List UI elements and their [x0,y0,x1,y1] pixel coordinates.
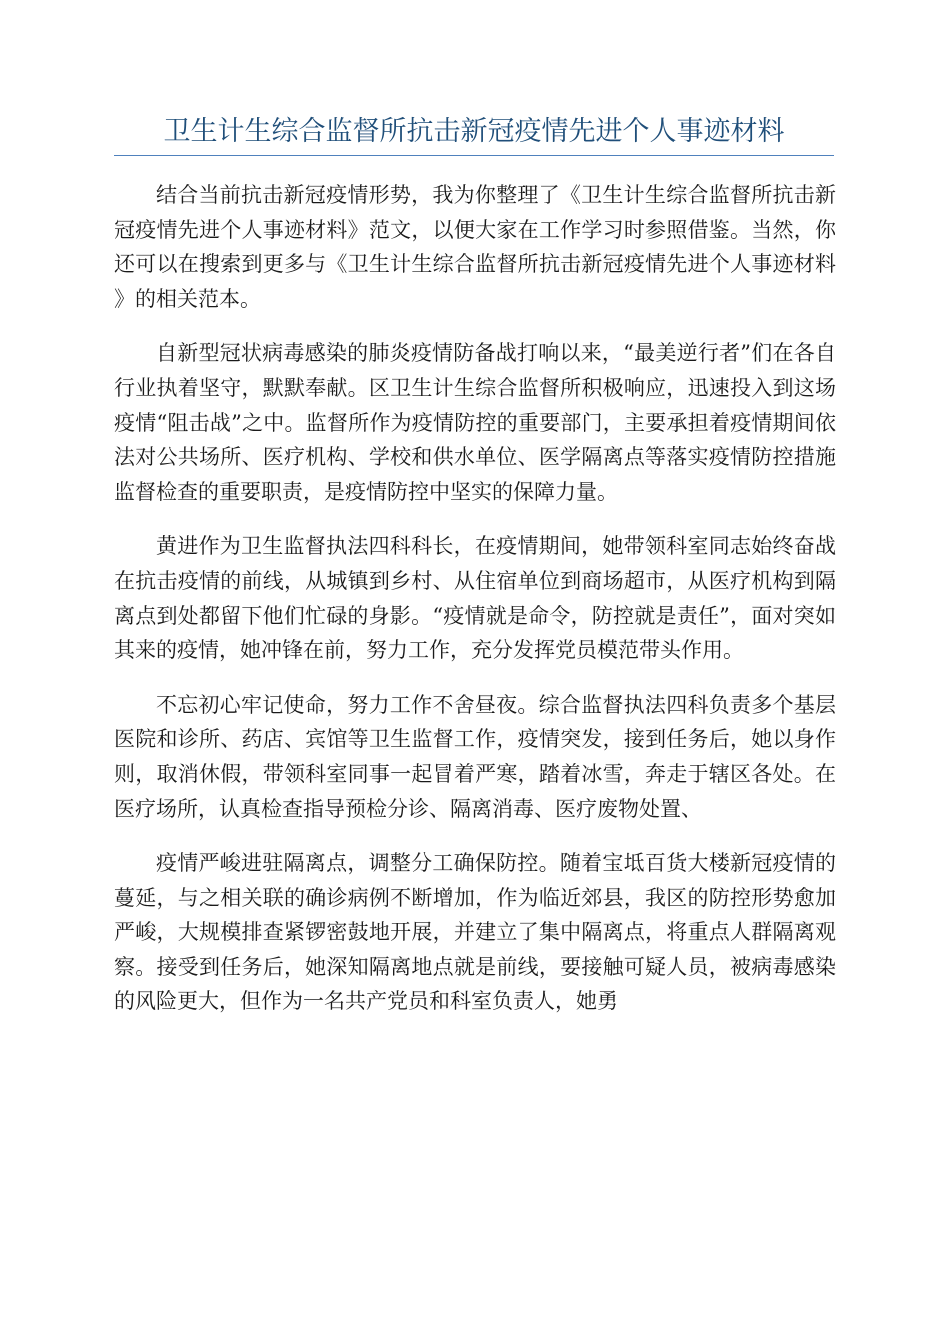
paragraph-intro: 结合当前抗击新冠疫情形势，我为你整理了《卫生计生综合监督所抗击新冠疫情先进个人事迹材料》范文，以便大家在工作学习时参照借鉴。当然，你还可以在搜索到更多与《卫生计生综合监督所抗击新冠疫情先进个人事迹材料》的相关范本。 [114,183,836,311]
paragraph-background: 自新型冠状病毒感染的肺炎疫情防备战打响以来，“最美逆行者”们在各自行业执着坚守，默默奉献。区卫生计生综合监督所积极响应，迅速投入到这场疫情“阻击战”之中。监督所作为疫情防控的重要部门，主要承担着疫情期间依法对公共场所、医疗机构、学校和供水单位、医学隔离点等落实疫情防控措施监督检查的重要职责，是疫情防控中坚实的保障力量。 [114,341,836,504]
title-underline [114,155,834,156]
paragraph-mission: 不忘初心牢记使命，努力工作不舍昼夜。综合监督执法四科负责多个基层医院和诊所、药店、宾馆等卫生监督工作，疫情突发，接到任务后，她以身作则，取消休假，带领科室同事一起冒着严寒，踏着冰雪，奔走于辖区各处。在医疗场所，认真检查指导预检分诊、隔离消毒、医疗废物处置、 [114,692,836,821]
paragraph-isolation-point: 疫情严峻进驻隔离点，调整分工确保防控。随着宝坻百货大楼新冠疫情的蔓延，与之相关联的确诊病例不断增加，作为临近郊县，我区的防控形势愈加严峻，大规模排查紧锣密鼓地开展，并建立了集中隔离点，将重点人群隔离观察。接受到任务后，她深知隔离地点就是前线，要接触可疑人员，被病毒感染的风险更大，但作为一名共产党员和科室负责人，她勇 [114,851,836,1014]
document-body [114,178,836,1039]
paragraph-huang-jin: 黄进作为卫生监督执法四科科长，在疫情期间，她带领科室同志始终奋战在抗击疫情的前线，从城镇到乡村、从住宿单位到商场超市，从医疗机构到隔离点到处都留下他们忙碌的身影。“疫情就是命令，防控就是责任”，面对突如其来的疫情，她冲锋在前，努力工作，充分发挥党员模范带头作用。 [114,534,836,663]
document-title: 卫生计生综合监督所抗击新冠疫情先进个人事迹材料 [163,116,785,147]
